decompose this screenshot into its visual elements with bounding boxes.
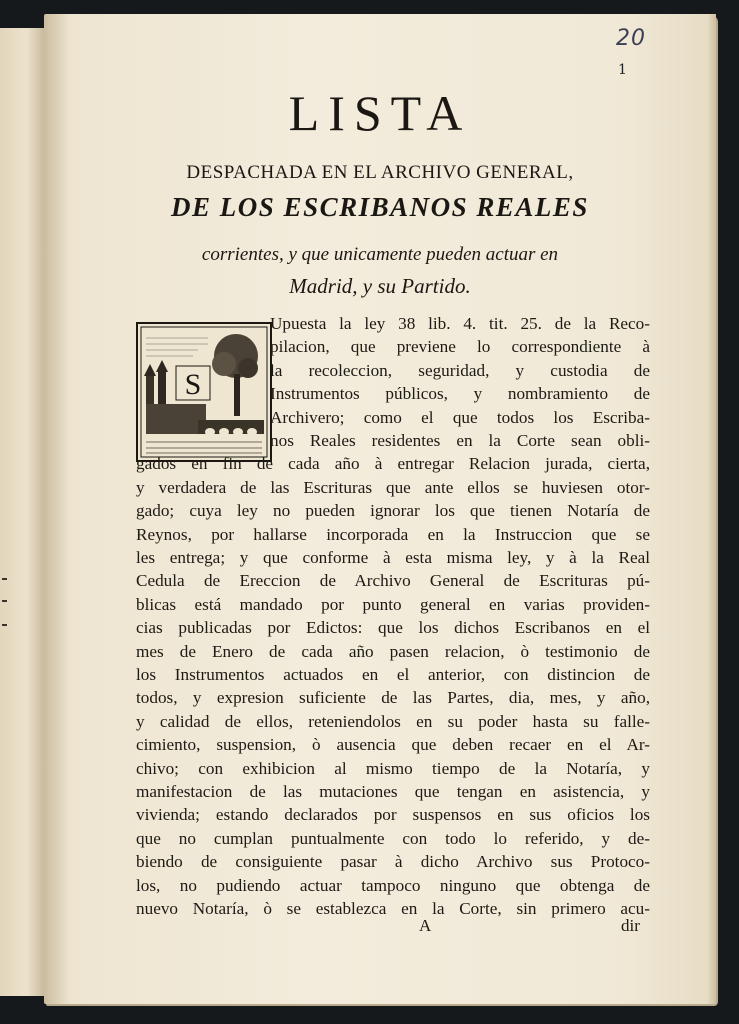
subtitle-line-3: corrientes, y que unicamente pueden actuar en: [201, 244, 559, 265]
body-line: vivienda; estando declarados por suspensos en sus oficios los: [136, 805, 650, 825]
body-line: los, no pudiendo actuar tampoco ninguno que obtenga de: [136, 875, 650, 895]
left-page-edge: [0, 28, 45, 996]
body-line: les entrega; y que conforme à esta misma ley, y à la Real: [136, 548, 650, 567]
body-line: gado; cuya ley no pueden ignorar los que tienen Notaría de: [136, 501, 650, 521]
left-page-mark: [2, 624, 7, 626]
body-line: cimiento, suspension, ò ausencia que deben recaer en el Ar-: [136, 735, 650, 755]
body-line: manifestacion de las mutaciones que tengan en asistencia, y: [136, 782, 650, 801]
body-line: cias publicadas por Edictos: que los dichos Escribanos en el: [136, 618, 650, 638]
body-line: y calidad de ellos, reteniendolos en su poder hasta su falle-: [136, 711, 650, 731]
body-line: biendo de consiguiente pasar à dicho Archivo sus Protoco-: [136, 852, 650, 872]
body-line: pilacion, que previene lo correspondiente à: [270, 337, 650, 357]
body-line: gados en fin de cada año à entregar Relacion jurada, cierta,: [136, 454, 650, 474]
page-title: LISTA: [288, 85, 472, 141]
body-line: Reynos, por hallarse incorporada en la Instruccion que se: [136, 524, 650, 544]
subtitle-line-4: Madrid, y su Partido.: [289, 274, 471, 298]
body-line: la recoleccion, seguridad, y custodia de: [270, 360, 650, 380]
body-line: nuevo Notaría, ò se establezca en la Corte, sin primero acu-: [136, 899, 650, 918]
body-line: que no cumplan puntualmente con todo lo referido, y de-: [136, 828, 650, 848]
body-line: los Instrumentos actuados en el anterior, con distincion de: [136, 665, 650, 684]
body-line: blicas está mandado por punto general en varias providen-: [136, 594, 650, 614]
body-line: chivo; con exhibicion al mismo tiempo de la Notaría, y: [136, 758, 650, 778]
body-line: Archivero; como el que todos los Escriba-: [270, 407, 650, 427]
folio-number: 20: [616, 26, 646, 51]
subtitle-line-1: DESPACHADA EN EL ARCHIVO GENERAL,: [186, 162, 574, 183]
subtitle-line-2: DE LOS ESCRIBANOS REALES: [171, 192, 589, 222]
catchword: dir: [621, 916, 640, 935]
left-page-mark: [2, 600, 7, 602]
body-line: Upuesta la ley 38 lib. 4. tit. 25. de la Reco-: [270, 314, 650, 333]
body-line: todos, y expresion suficiente de las Partes, dia, mes, y año,: [136, 688, 650, 708]
signature-mark: A: [419, 916, 432, 935]
decorated-initial: [136, 322, 272, 462]
document-page: [44, 14, 716, 1004]
initial-illustration-icon: [138, 324, 270, 460]
body-line: Instrumentos públicos, y nombramiento de: [270, 384, 650, 404]
left-page-mark: [2, 578, 7, 580]
initial-letter: S: [184, 368, 202, 401]
body-line: Cedula de Ereccion de Archivo General de Escrituras pú-: [136, 571, 650, 591]
body-line: mes de Enero de cada año pasen relacion, ò testimonio de: [136, 641, 650, 661]
body-line: y verdadera de las Escrituras que ante ellos se huviesen otor-: [136, 477, 650, 497]
body-line: nos Reales residentes en la Corte sean obli-: [270, 431, 650, 450]
page-number: 1: [618, 62, 627, 78]
